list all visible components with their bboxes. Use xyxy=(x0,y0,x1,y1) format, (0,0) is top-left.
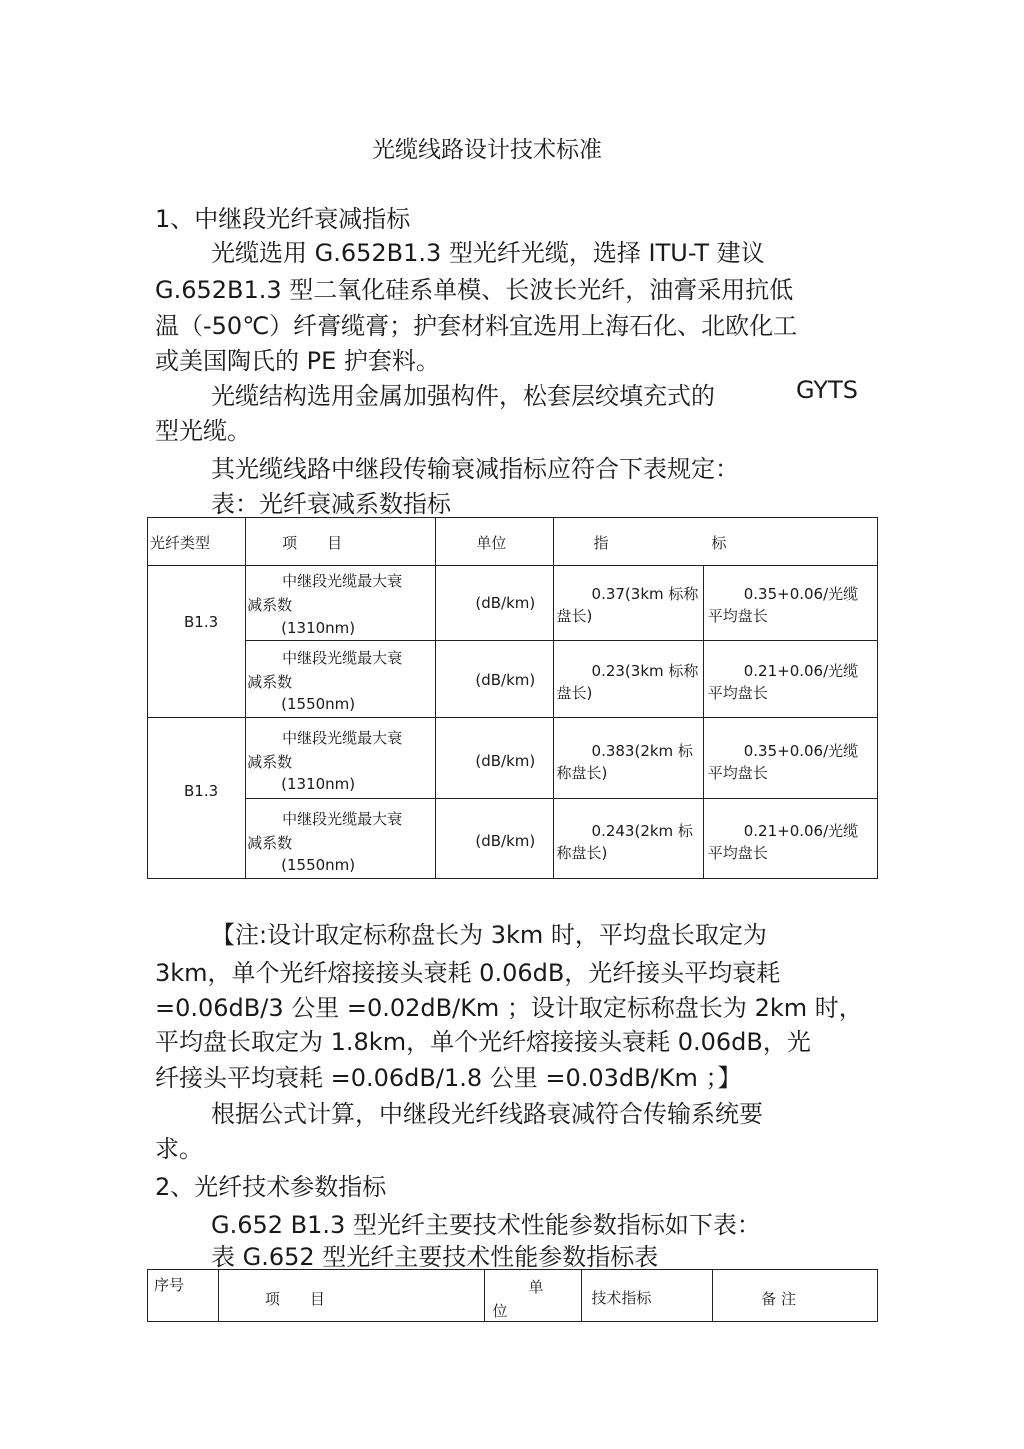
parameter-table xyxy=(147,1269,878,1322)
header-cell: 备 注 xyxy=(713,1270,878,1322)
note-line: 平均盘长取定为 1.8km，单个光纤熔接接头衰耗 0.06dB，光 xyxy=(155,1028,811,1056)
paragraph-line: 型光缆。 xyxy=(155,417,251,445)
fiber-type-cell: B1.3 xyxy=(148,566,246,718)
table-header-row xyxy=(148,518,878,566)
indicator-cell: 0.23(3km 标称 盘长) xyxy=(553,641,703,718)
header-cell: 指 标 xyxy=(553,518,877,566)
indicator-cell: 0.35+0.06/光缆 平均盘长 xyxy=(703,566,877,641)
header-cell: 项 目 xyxy=(246,518,436,566)
table-caption-1: 表：光纤衰减系数指标 xyxy=(211,490,451,518)
note-line: 【注:设计取定标称盘长为 3km 时，平均盘长取定为 xyxy=(211,921,767,949)
table-row xyxy=(148,718,878,799)
note-line: =0.06dB/3 公里 =0.02dB/Km ；设计取定标称盘长为 2km 时， xyxy=(155,994,863,1022)
header-cell: 项 目 xyxy=(218,1270,484,1322)
indicator-cell: 0.21+0.06/光缆 平均盘长 xyxy=(703,799,877,879)
conclusion-line: 根据公式计算，中继段光纤线路衰减符合传输系统要 xyxy=(211,1100,763,1128)
item-cell: 中继段光缆最大衰 减系数 (1550nm) xyxy=(246,799,436,879)
unit-cell: (dB/km) xyxy=(436,641,553,718)
item-cell: 中继段光缆最大衰 减系数 (1310nm) xyxy=(246,566,436,641)
paragraph-line: 光缆选用 G.652B1.3 型光纤光缆，选择 ITU-T 建议 xyxy=(211,239,765,267)
indicator-cell: 0.243(2km 标 称盘长) xyxy=(553,799,703,879)
table-row xyxy=(148,799,878,879)
fiber-type-cell: B1.3 xyxy=(148,718,246,879)
conclusion-line: 求。 xyxy=(155,1135,203,1163)
table-caption-2: 表 G.652 型光纤主要技术性能参数指标表 xyxy=(211,1243,659,1271)
header-cell: 序号 xyxy=(148,1270,219,1322)
header-cell: 单位 xyxy=(436,518,553,566)
header-cell: 单 位 xyxy=(484,1270,582,1322)
item-cell: 中继段光缆最大衰 减系数 (1550nm) xyxy=(246,641,436,718)
table-header-row xyxy=(148,1270,878,1322)
attenuation-table xyxy=(147,517,878,879)
header-cell: 光纤类型 xyxy=(148,518,246,566)
unit-cell: (dB/km) xyxy=(436,799,553,879)
paragraph-line: 或美国陶氏的 PE 护套料。 xyxy=(155,347,440,375)
unit-cell: (dB/km) xyxy=(436,718,553,799)
paragraph-line: 其光缆线路中继段传输衰减指标应符合下表规定： xyxy=(211,455,739,483)
paragraph-line: 光缆结构选用金属加强构件，松套层绞填充式的 xyxy=(211,382,715,410)
indicator-cell: 0.37(3km 标称 盘长) xyxy=(553,566,703,641)
table-row xyxy=(148,641,878,718)
paragraph-line: G.652B1.3 型二氧化硅系单模、长波长光纤，油膏采用抗低 xyxy=(155,276,794,304)
note-line: 纤接头平均衰耗 =0.06dB/1.8 公里 =0.03dB/Km ；】 xyxy=(155,1064,742,1092)
table-row xyxy=(148,566,878,641)
indicator-cell: 0.383(2km 标 称盘长) xyxy=(553,718,703,799)
note-line: 3km，单个光纤熔接接头衰耗 0.06dB，光纤接头平均衰耗 xyxy=(155,959,781,987)
indicator-cell: 0.21+0.06/光缆 平均盘长 xyxy=(703,641,877,718)
header-cell: 技术指标 xyxy=(582,1270,713,1322)
section-heading-1: 1、中继段光纤衰减指标 xyxy=(155,205,411,233)
page-title: 光缆线路设计技术标准 xyxy=(372,137,602,163)
paragraph-line: 温（-50℃）纤膏缆膏；护套材料宜选用上海石化、北欧化工 xyxy=(155,312,798,340)
section-heading-2: 2、光纤技术参数指标 xyxy=(155,1173,387,1201)
unit-cell: (dB/km) xyxy=(436,566,553,641)
item-cell: 中继段光缆最大衰 减系数 (1310nm) xyxy=(246,718,436,799)
paragraph-line: G.652 B1.3 型光纤主要技术性能参数指标如下表： xyxy=(211,1211,761,1239)
indicator-cell: 0.35+0.06/光缆 平均盘长 xyxy=(703,718,877,799)
paragraph-word: GYTS xyxy=(796,376,858,404)
